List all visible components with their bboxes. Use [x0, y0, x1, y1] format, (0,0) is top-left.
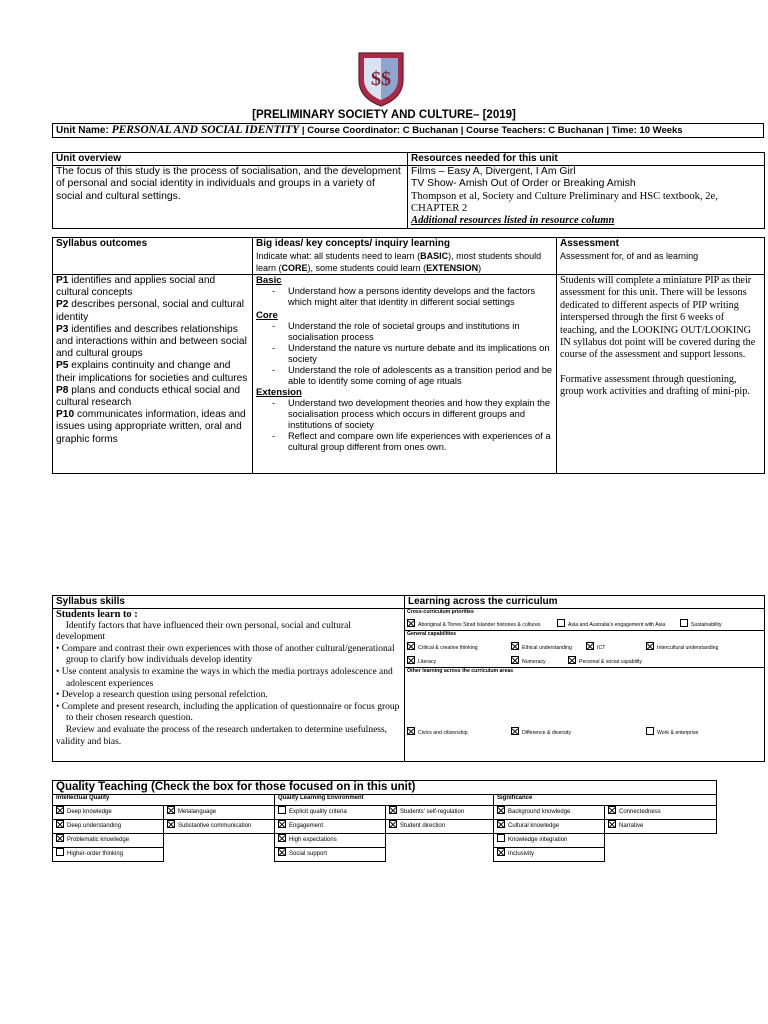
checkbox-label: Students' self-regulation	[400, 809, 465, 815]
gc-item[interactable]	[586, 642, 605, 651]
unit-name-value: PERSONAL AND SOCIAL IDENTITY	[111, 124, 300, 136]
qt-item[interactable]	[275, 848, 386, 862]
gc-item[interactable]	[568, 656, 642, 665]
assessment-heading: Assessment	[560, 238, 619, 249]
intellectual-quality-heading: Intellectual Quality	[53, 795, 275, 806]
gc-item[interactable]	[511, 656, 546, 665]
learning-across-content	[405, 609, 765, 762]
additional-resources-note: Additional resources listed in resource column	[411, 214, 615, 226]
checkbox-label: Social support	[289, 851, 328, 857]
checkbox-unchecked-icon[interactable]	[278, 806, 286, 814]
outcome-code: P3	[56, 323, 69, 335]
checkbox-checked-icon[interactable]	[389, 806, 397, 814]
empty-cell	[164, 834, 275, 848]
checkbox-unchecked-icon[interactable]	[680, 619, 688, 627]
list-item: - Understand how a persons identity develops and the factors which might alter that identity in different social settings	[288, 286, 553, 308]
gc-heading: General capabilities	[407, 631, 457, 637]
checkbox-checked-icon[interactable]	[167, 820, 175, 828]
other-item[interactable]	[407, 727, 468, 736]
qt-item[interactable]	[275, 806, 386, 820]
basic-label: Basic	[256, 275, 282, 286]
skill-item: Identify factors that have influenced their own personal, social and cultural development	[56, 620, 393, 631]
qt-item[interactable]	[164, 806, 275, 820]
skill-item: • Use content analysis to examine the ways in which the media portrays adolescence and adolescent experiences	[56, 655, 393, 677]
qt-item[interactable]	[605, 820, 717, 834]
checkbox-checked-icon[interactable]	[511, 727, 519, 735]
qt-item[interactable]	[53, 820, 164, 834]
core-list	[256, 321, 553, 387]
checkbox-label: Sustainability	[691, 622, 722, 628]
instr-part: ), most students should learn (	[256, 251, 542, 273]
checkbox-checked-icon[interactable]	[407, 619, 415, 627]
checkbox-checked-icon[interactable]	[407, 727, 415, 735]
checkbox-label: Civics and citizenship	[418, 730, 468, 736]
checkbox-checked-icon[interactable]	[389, 820, 397, 828]
other-heading: Other learning across the curriculum areas	[407, 668, 514, 674]
document-title: [PRELIMINARY SOCIETY AND CULTURE– [2019]	[252, 109, 516, 121]
unit-coordinator-info: | Course Coordinator: C Buchanan | Course Teachers: C Buchanan | Time: 10 Weeks	[301, 125, 683, 136]
checkbox-checked-icon[interactable]	[56, 806, 64, 814]
checkbox-checked-icon[interactable]	[608, 820, 616, 828]
school-crest-logo	[356, 50, 406, 108]
skill-item: • Develop a research question using personal refelction.	[56, 678, 268, 689]
checkbox-checked-icon[interactable]	[497, 848, 505, 856]
quality-learning-env-heading: Quality Learning Environment	[275, 795, 494, 806]
checkbox-unchecked-icon[interactable]	[646, 727, 654, 735]
qt-item[interactable]	[494, 848, 605, 862]
assessment-paragraph: Students will complete a miniature PIP as their assessment for this unit. There will be lessons dedicated to different aspects of PIP writing interspersed through the first 6 weeks of teaching, and the LOOKING OUT/LOOKING IN syllabus dot point will be covered during the course of the assessment and support lessons.	[560, 275, 756, 361]
skills-intro: Students learn to :	[56, 609, 138, 620]
checkbox-checked-icon[interactable]	[511, 642, 519, 650]
outcome-code: P2	[56, 299, 69, 311]
checkbox-label: Higher-order thinking	[67, 851, 124, 857]
empty-cell	[605, 848, 717, 862]
ccp-item[interactable]	[557, 619, 665, 628]
assessment-subheading: Assessment for, of and as learning	[560, 251, 699, 261]
unit-name-cell	[53, 124, 764, 138]
resource-item: Films – Easy A, Divergent, I Am Girl	[411, 166, 576, 177]
skill-item: • Complete and present research, including the application of questionnaire or focus group to their chosen research question.	[56, 690, 400, 712]
skill-item: Review and evaluate the process of the research undertaken to determine usefulness, validity and bias.	[56, 713, 378, 735]
list-item: - Understand the role of adolescents as a transition period and be able to identify some coming of age rituals	[288, 365, 553, 387]
unit-name-label: Unit Name:	[56, 125, 109, 136]
qt-item[interactable]	[386, 806, 494, 820]
checkbox-checked-icon[interactable]	[497, 806, 505, 814]
qt-item[interactable]	[53, 834, 164, 848]
checkbox-label: Explicit quality criteria	[289, 809, 347, 815]
overview-table	[52, 152, 765, 229]
checkbox-checked-icon[interactable]	[608, 806, 616, 814]
qt-item[interactable]	[53, 806, 164, 820]
instr-part: ), some students could learn (	[307, 263, 427, 273]
checkbox-label: Deep understanding	[67, 823, 122, 829]
checkbox-checked-icon[interactable]	[407, 656, 415, 664]
checkbox-label: Deep knowledge	[67, 809, 112, 815]
list-item: - Reflect and compare own life experiences with experiences of a cultural group different from ones own.	[288, 431, 553, 453]
checkbox-label: Literacy	[418, 659, 437, 665]
list-item: - Understand the role of societal groups and institutions in socialisation process	[288, 321, 553, 343]
qt-item[interactable]	[386, 820, 494, 834]
checkbox-label: Student direction	[400, 823, 446, 829]
ccp-item[interactable]	[407, 619, 540, 628]
outcome-text: identifies and describes relationships and interactions within and between social and cultural groups	[56, 323, 247, 360]
outcome-text: plans and conducts ethical social and cultural research	[56, 384, 241, 409]
instr-basic: BASIC	[420, 251, 449, 261]
syllabus-skills-heading: Syllabus skills	[53, 596, 405, 609]
empty-cell	[386, 834, 494, 848]
quality-teaching-table	[52, 780, 717, 862]
list-item: - Understand the nature vs nurture debate and its implications on society	[288, 343, 553, 365]
other-item[interactable]	[511, 727, 571, 736]
big-ideas-heading: Big ideas/ key concepts/ inquiry learning	[256, 238, 450, 249]
resources-cell	[408, 166, 765, 229]
ccp-heading: Cross-curriculum priorities	[407, 609, 474, 615]
list-item: - Understand two development theories and how they explain the socialisation process which occurs in different groups and institutions of society	[288, 398, 553, 431]
checkbox-label: Metalanguage	[178, 809, 217, 815]
resource-item: TV Show- Amish Out of Order or Breaking Amish	[411, 178, 636, 190]
qt-item[interactable]	[494, 806, 605, 820]
significance-heading: Significance	[494, 795, 717, 806]
checkbox-checked-icon[interactable]	[278, 834, 286, 842]
checkbox-label: Asia and Australia's engagement with Asia	[568, 622, 666, 628]
svg-text:$$: $$	[371, 68, 391, 90]
checkbox-label: High expectations	[289, 837, 337, 843]
big-ideas-content	[253, 275, 557, 474]
checkbox-checked-icon[interactable]	[56, 820, 64, 828]
checkbox-label: Knowledge integration	[508, 837, 568, 843]
empty-cell	[605, 834, 717, 848]
qt-item[interactable]	[164, 820, 275, 834]
instr-part: Indicate what: all students need to learn (	[256, 251, 421, 261]
big-ideas-instructions	[256, 250, 553, 274]
extension-list	[256, 398, 553, 453]
assessment-paragraph: Formative assessment through questioning, group work activities and drafting of mini-pip.	[560, 373, 750, 398]
outcome-item	[56, 360, 249, 384]
checkbox-checked-icon[interactable]	[646, 642, 654, 650]
checkbox-label: Work & enterprise	[657, 730, 699, 736]
checkbox-checked-icon[interactable]	[167, 806, 175, 814]
qt-item[interactable]	[275, 834, 386, 848]
qt-item[interactable]	[494, 834, 605, 848]
gc-item[interactable]	[646, 642, 718, 651]
skills-table	[52, 595, 765, 762]
outcome-text: identifies and applies social and cultural concepts	[56, 275, 216, 299]
outcome-item	[56, 324, 249, 361]
checkbox-label: Inclusivity	[508, 851, 535, 857]
outcome-text: explains continuity and change and their implications for societies and cultures	[56, 360, 248, 384]
skill-item: • Compare and contrast their own experiences with those of another cultural/generational group to clarify how individuals develop identity	[56, 632, 395, 654]
checkbox-checked-icon[interactable]	[278, 848, 286, 856]
outcome-item	[56, 299, 249, 323]
checkbox-label: Intercultural understanding	[657, 645, 719, 651]
checkbox-label: Background knowledge	[508, 809, 571, 815]
assessment-heading-cell	[557, 238, 765, 275]
checkbox-label: Ethical understanding	[522, 645, 572, 651]
unit-overview-heading: Unit overview	[53, 153, 408, 166]
syllabus-outcomes-heading: Syllabus outcomes	[53, 238, 253, 275]
outcomes-list	[53, 275, 253, 474]
outcome-code: P5	[56, 360, 69, 372]
checkbox-label: Aboriginal & Torres Strait Islander histories & cultures	[418, 622, 541, 628]
checkbox-label: Narrative	[619, 823, 644, 829]
instr-extension: EXTENSION	[426, 263, 479, 273]
textbook-reference: Thompson et al, Society and Culture Preliminary and HSC textbook, 2e, CHAPTER 2	[411, 190, 718, 214]
instr-core: CORE	[281, 263, 308, 273]
checkbox-label: Critical & creative thinking	[418, 645, 478, 651]
outcome-item	[56, 385, 249, 409]
checkbox-checked-icon[interactable]	[407, 642, 415, 650]
extension-label: Extension	[256, 387, 302, 398]
checkbox-checked-icon[interactable]	[497, 820, 505, 828]
checkbox-unchecked-icon[interactable]	[497, 834, 505, 842]
gc-item[interactable]	[511, 642, 572, 651]
other-item[interactable]	[646, 727, 698, 736]
checkbox-checked-icon[interactable]	[586, 642, 594, 650]
empty-cell	[386, 848, 494, 862]
outcome-code: P10	[56, 409, 75, 421]
checkbox-unchecked-icon[interactable]	[557, 619, 565, 627]
resources-heading: Resources needed for this unit	[408, 153, 765, 166]
section-divider	[405, 630, 764, 631]
qt-item[interactable]	[494, 820, 605, 834]
checkbox-label: Personal & social capability	[579, 659, 643, 665]
outcome-item	[56, 409, 249, 446]
learning-across-heading: Learning across the curriculum	[405, 596, 765, 609]
checkbox-checked-icon[interactable]	[511, 656, 519, 664]
empty-cell	[164, 848, 275, 862]
checkbox-label: Problematic knowledge	[67, 837, 130, 843]
outcome-code: P1	[56, 275, 69, 286]
outcome-text: communicates information, ideas and issues using appropriate written, oral and graphic forms	[56, 409, 246, 445]
basic-list	[256, 286, 553, 308]
outcome-code: P8	[56, 384, 69, 396]
qt-item[interactable]	[275, 820, 386, 834]
gc-item[interactable]	[407, 642, 478, 651]
outcome-text: describes personal, social and cultural identity	[56, 299, 245, 323]
checkbox-label: Connectedness	[619, 809, 661, 815]
checkbox-label: Cultural knowledge	[508, 823, 560, 829]
checkbox-label: Substantive communication	[178, 823, 252, 829]
checkbox-checked-icon[interactable]	[278, 820, 286, 828]
assessment-content	[557, 275, 765, 474]
instr-part: )	[478, 263, 482, 273]
unit-name-table	[52, 123, 764, 138]
ccp-item[interactable]	[680, 619, 722, 628]
skills-content	[53, 609, 405, 762]
big-ideas-heading-cell	[253, 238, 557, 275]
unit-overview-text: The focus of this study is the process of socialisation, and the development of personal and social identity in individuals and groups in a variety of social and cultural settings.	[53, 166, 408, 229]
checkbox-checked-icon[interactable]	[56, 834, 64, 842]
checkbox-unchecked-icon[interactable]	[56, 848, 64, 856]
checkbox-label: Difference & diversity	[522, 730, 571, 736]
checkbox-label: ICT	[597, 645, 606, 651]
gc-item[interactable]	[407, 656, 436, 665]
outcomes-table	[52, 237, 765, 474]
qt-item[interactable]	[53, 848, 164, 862]
core-label: Core	[256, 310, 278, 321]
quality-teaching-title: Quality Teaching (Check the box for those focused on in this unit)	[53, 781, 717, 795]
outcome-item	[56, 275, 249, 299]
qt-item[interactable]	[605, 806, 717, 820]
checkbox-checked-icon[interactable]	[568, 656, 576, 664]
checkbox-label: Engagement	[289, 823, 324, 829]
checkbox-label: Numeracy	[522, 659, 546, 665]
